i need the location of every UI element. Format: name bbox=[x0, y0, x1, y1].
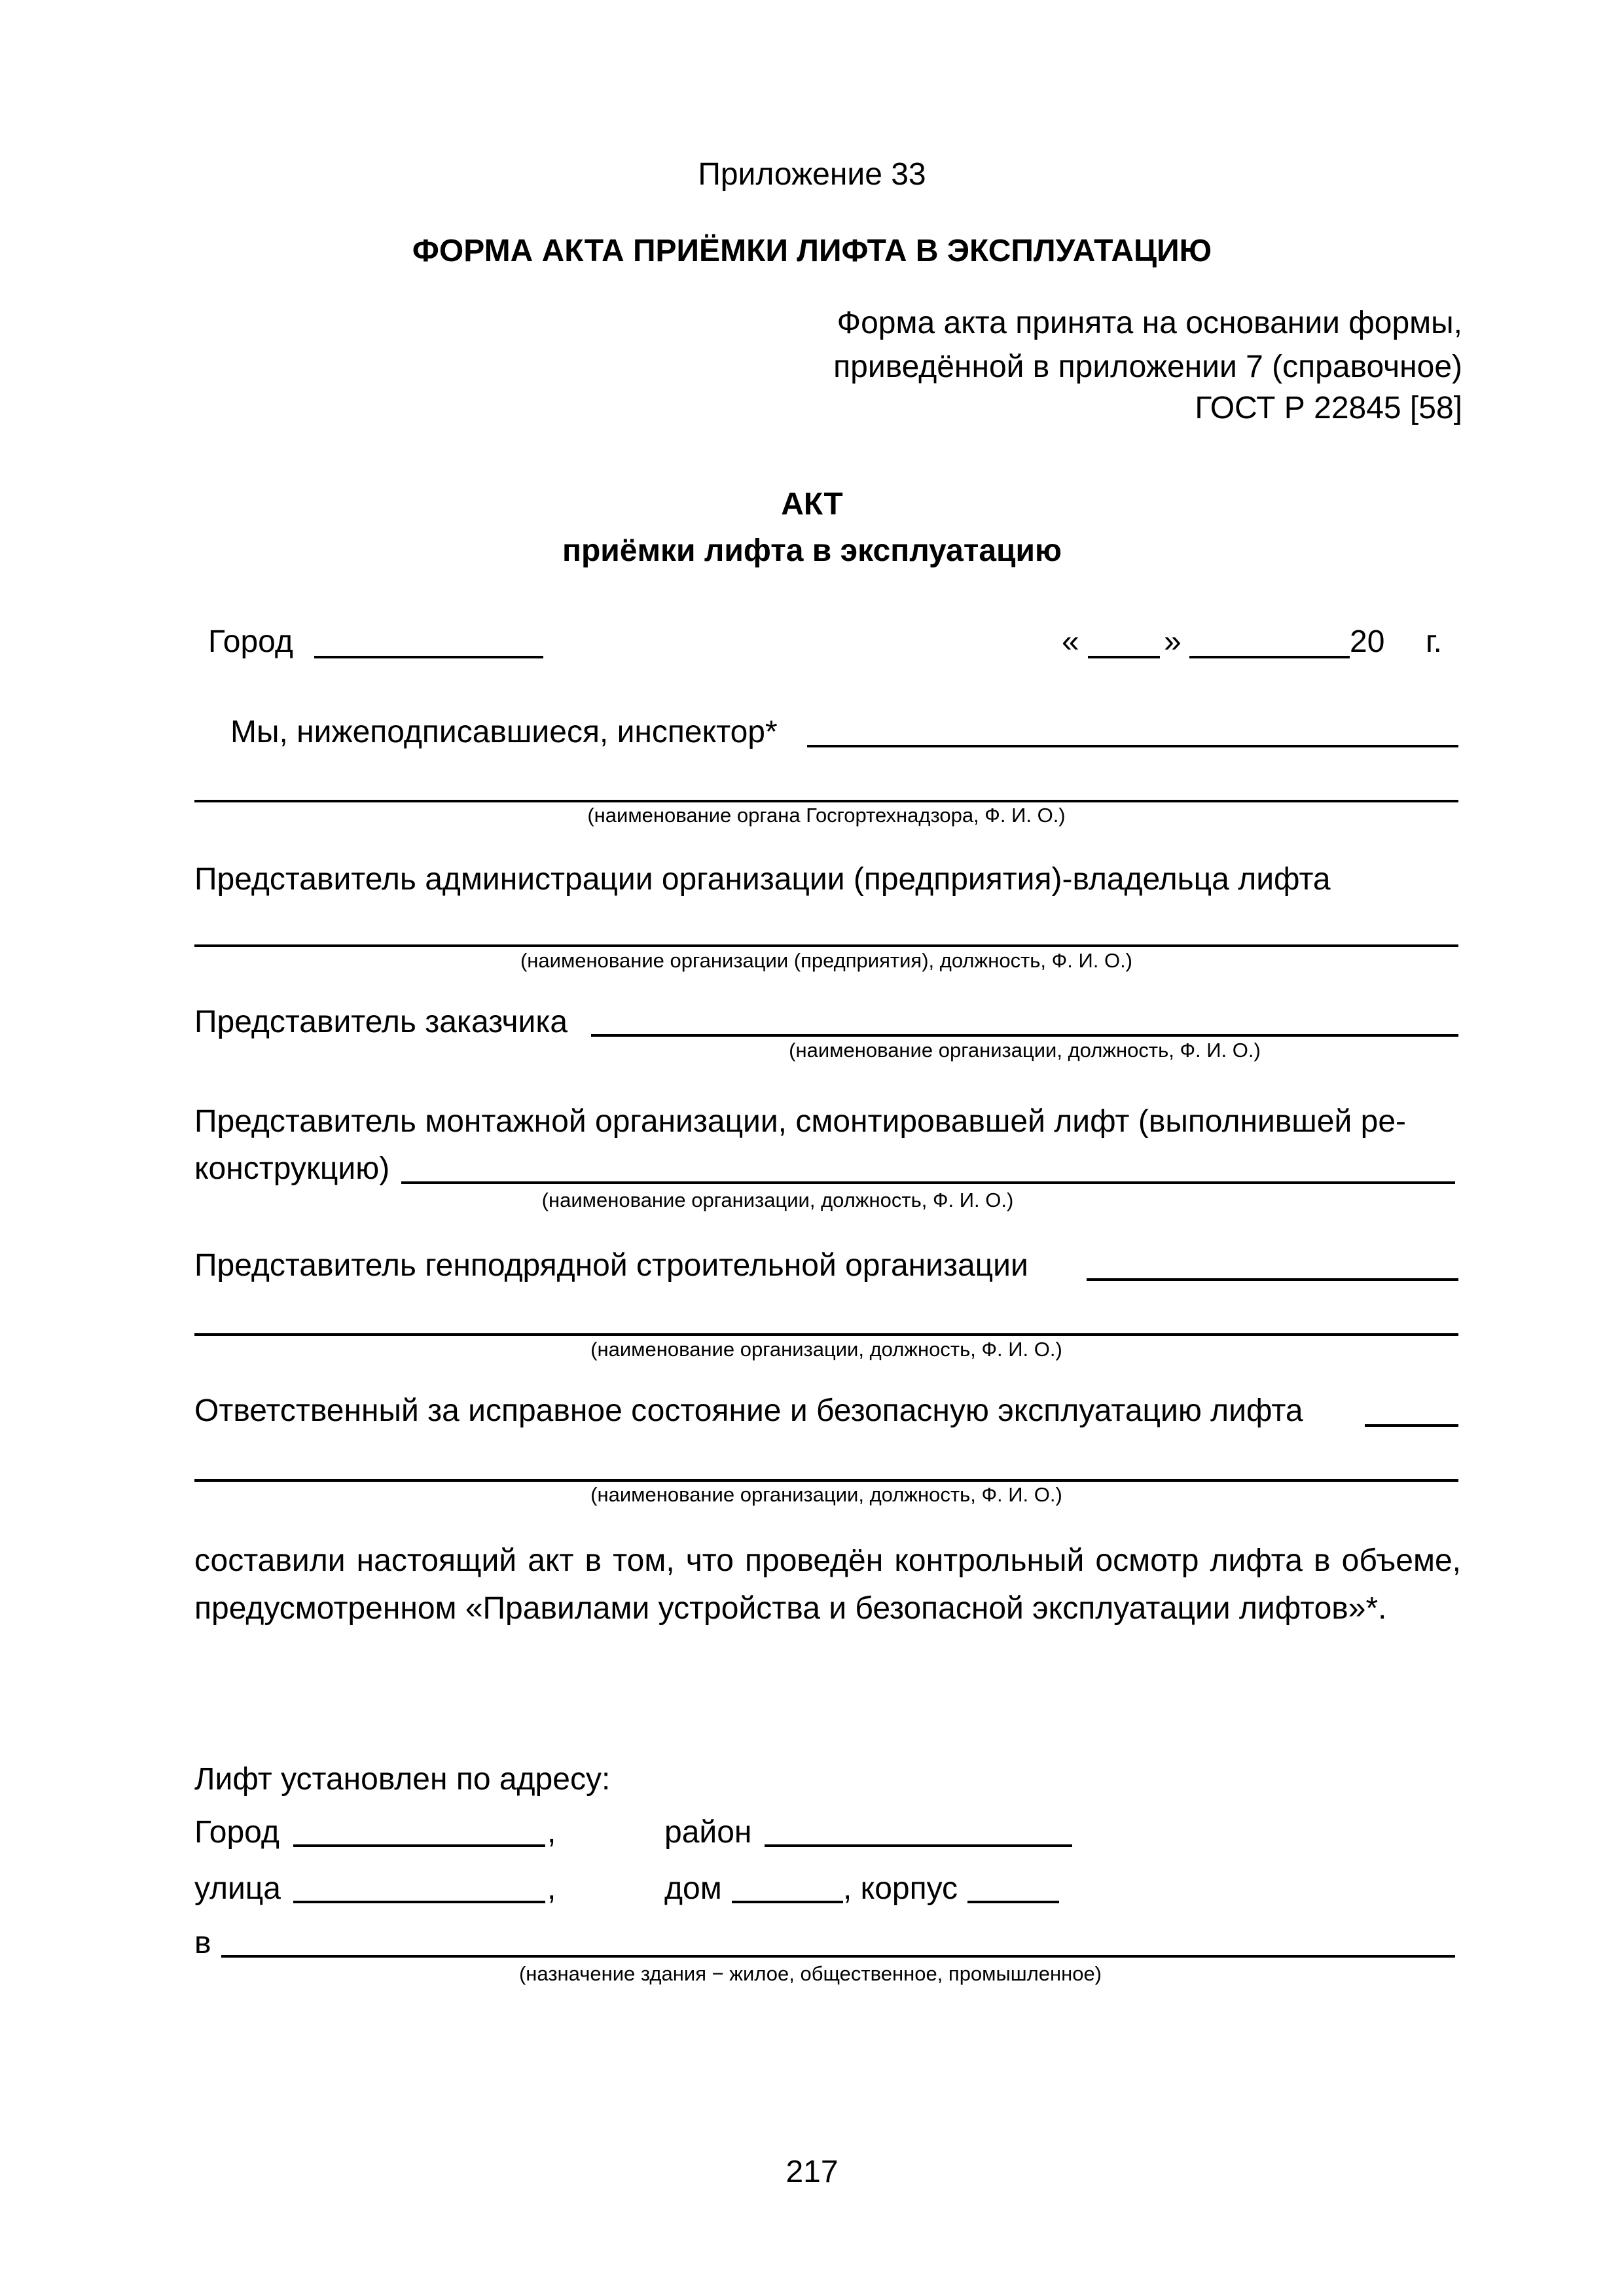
district-label: район bbox=[664, 1815, 752, 1850]
date-close-quote: » bbox=[1164, 624, 1182, 659]
inspector-label: Мы, нижеподписавшиеся, инспектор* bbox=[230, 715, 778, 749]
year-prefix: 20 bbox=[1350, 624, 1385, 659]
installer-label-line-2: конструкцию) bbox=[194, 1151, 390, 1186]
street-label: улица bbox=[194, 1871, 281, 1906]
responsible-blank-1[interactable] bbox=[1365, 1424, 1458, 1427]
address-city-blank[interactable] bbox=[293, 1844, 545, 1847]
installer-label-line-1: Представитель монтажной организации, смонтировавшей лифт (выполнившей ре- bbox=[194, 1104, 1406, 1139]
installer-hint: (наименование организации, должность, Ф. И. О.) bbox=[541, 1189, 1014, 1211]
address-intro: Лифт установлен по адресу: bbox=[194, 1762, 611, 1797]
statement-paragraph: составили настоящий акт в том, что проведён контрольный осмотр лифта в объеме, предусмотренном «Правилами устройства и безопасной эксплуатации лифтов»*. bbox=[194, 1543, 1461, 1626]
form-title: ФОРМА АКТА ПРИЁМКИ ЛИФТА В ЭКСПЛУАТАЦИЮ bbox=[412, 234, 1212, 268]
general-contractor-blank-2[interactable] bbox=[194, 1333, 1458, 1336]
customer-blank[interactable] bbox=[591, 1034, 1458, 1037]
page-number: 217 bbox=[785, 2155, 839, 2189]
house-label: дом bbox=[664, 1871, 722, 1906]
city-blank[interactable] bbox=[314, 656, 543, 658]
responsible-blank-2[interactable] bbox=[194, 1479, 1458, 1482]
month-blank[interactable] bbox=[1189, 656, 1350, 658]
act-subtitle: приёмки лифта в эксплуатацию bbox=[562, 533, 1062, 568]
building-purpose-hint: (назначение здания − жилое, общественное, промышленное) bbox=[518, 1962, 1102, 1985]
basis-note-line-3: ГОСТ Р 22845 [58] bbox=[1195, 391, 1462, 425]
in-label: в bbox=[194, 1926, 211, 1960]
building-blank[interactable] bbox=[967, 1901, 1059, 1903]
street-comma: , bbox=[547, 1871, 556, 1906]
building-label: , корпус bbox=[843, 1871, 958, 1906]
customer-hint: (наименование организации, должность, Ф. И. О.) bbox=[789, 1039, 1261, 1062]
inspector-blank-2[interactable] bbox=[194, 800, 1458, 802]
street-blank[interactable] bbox=[293, 1901, 545, 1903]
basis-note-line-1: Форма акта принята на основании формы, bbox=[837, 306, 1462, 340]
appendix-number: Приложение 33 bbox=[698, 157, 926, 192]
basis-note-line-2: приведённой в приложении 7 (справочное) bbox=[833, 350, 1462, 384]
customer-label: Представитель заказчика bbox=[194, 1005, 568, 1039]
general-contractor-hint: (наименование организации, должность, Ф. И. О.) bbox=[590, 1338, 1062, 1361]
general-contractor-blank-1[interactable] bbox=[1087, 1278, 1458, 1281]
day-blank[interactable] bbox=[1088, 656, 1160, 658]
inspector-blank-1[interactable] bbox=[807, 745, 1458, 747]
act-title: АКТ bbox=[781, 487, 843, 522]
address-city-comma: , bbox=[547, 1815, 556, 1850]
general-contractor-label: Представитель генподрядной строительной организации bbox=[194, 1248, 1028, 1283]
owner-blank[interactable] bbox=[194, 944, 1458, 947]
responsible-label: Ответственный за исправное состояние и безопасную эксплуатацию лифта bbox=[194, 1393, 1303, 1428]
inspector-hint: (наименование органа Госгортехнадзора, Ф. И. О.) bbox=[587, 804, 1066, 827]
installer-blank[interactable] bbox=[401, 1181, 1455, 1184]
date-open-quote: « bbox=[1062, 624, 1079, 659]
building-purpose-blank[interactable] bbox=[221, 1955, 1455, 1958]
address-city-label: Город bbox=[194, 1815, 280, 1850]
responsible-hint: (наименование организации, должность, Ф. И. О.) bbox=[590, 1483, 1062, 1506]
house-blank[interactable] bbox=[732, 1901, 843, 1903]
owner-hint: (наименование организации (предприятия), должность, Ф. И. О.) bbox=[520, 949, 1133, 972]
year-suffix: г. bbox=[1426, 624, 1442, 659]
district-blank[interactable] bbox=[765, 1844, 1072, 1847]
owner-label: Представитель администрации организации (предприятия)-владельца лифта bbox=[194, 862, 1331, 897]
city-label: Город bbox=[208, 624, 293, 659]
